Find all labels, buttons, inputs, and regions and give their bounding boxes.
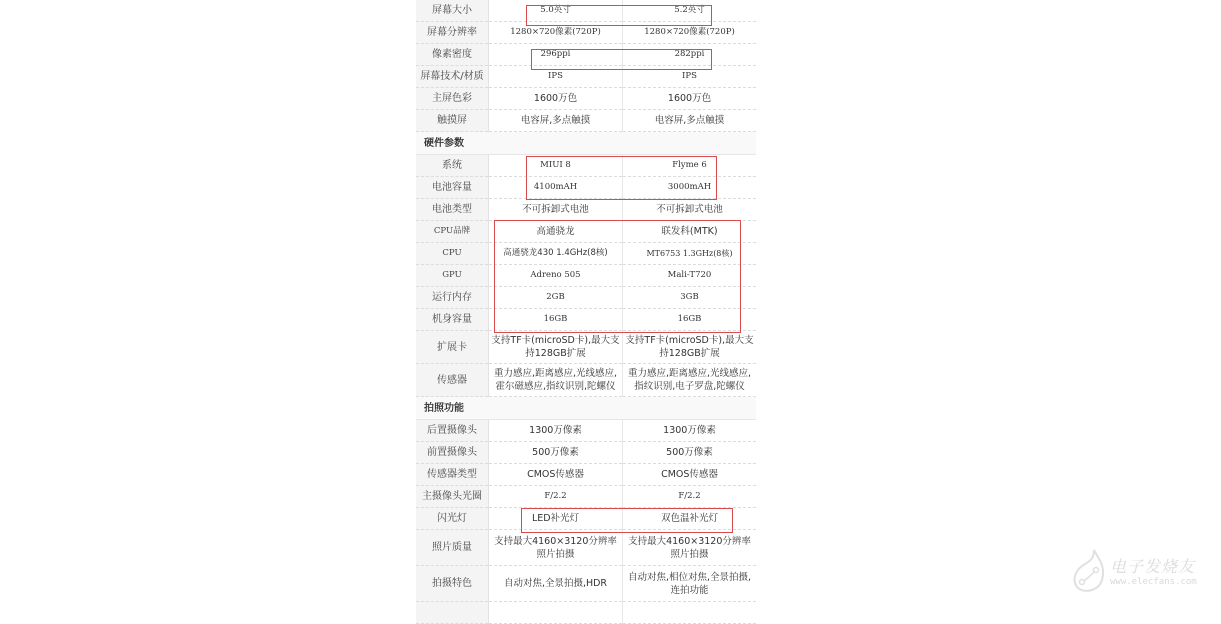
value-a: 自动对焦,全景拍摄,HDR — [489, 566, 623, 602]
table-row — [416, 309, 756, 331]
value-a: 5.0英寸 — [489, 0, 623, 22]
spec-comparison-table — [416, 0, 755, 624]
value-a: 高通骁龙 — [489, 221, 623, 243]
table-row — [416, 530, 756, 566]
value-b: 16GB — [623, 309, 757, 331]
value-a: 16GB — [489, 309, 623, 331]
section-title: 拍照功能 — [416, 397, 756, 420]
row-label: 屏幕技术/材质 — [416, 66, 489, 88]
table-row — [416, 155, 756, 177]
value-a: 296ppi — [489, 44, 623, 66]
value-a: Adreno 505 — [489, 265, 623, 287]
section-title: 硬件参数 — [416, 132, 756, 155]
value-b: 联发科(MTK) — [623, 221, 757, 243]
value-b: 500万像素 — [623, 442, 757, 464]
row-label: 主摄像头光圈 — [416, 486, 489, 508]
table-row — [416, 0, 756, 22]
value-a: 不可拆卸式电池 — [489, 199, 623, 221]
row-label: 屏幕大小 — [416, 0, 489, 22]
value-a: 1280×720像素(720P) — [489, 22, 623, 44]
table-row — [416, 486, 756, 508]
table-row — [416, 364, 756, 397]
leaf-circuit-logo-icon — [1072, 548, 1108, 596]
table-row — [416, 221, 756, 243]
value-a: IPS — [489, 66, 623, 88]
value-b: 1280×720像素(720P) — [623, 22, 757, 44]
value-b — [623, 602, 757, 624]
value-a — [489, 602, 623, 624]
value-b: 1300万像素 — [623, 420, 757, 442]
value-b: 自动对焦,相位对焦,全景拍摄,连拍功能 — [623, 566, 757, 602]
row-label: CPU品牌 — [416, 221, 489, 243]
value-b: 3000mAH — [623, 177, 757, 199]
row-label: 主屏色彩 — [416, 88, 489, 110]
value-b: IPS — [623, 66, 757, 88]
table-row — [416, 442, 756, 464]
row-label: 像素密度 — [416, 44, 489, 66]
value-a: LED补光灯 — [489, 508, 623, 530]
value-b: 3GB — [623, 287, 757, 309]
value-a: 重力感应,距离感应,光线感应,霍尔磁感应,指纹识别,陀螺仪 — [489, 364, 623, 397]
value-b: 282ppi — [623, 44, 757, 66]
value-a: 支持TF卡(microSD卡),最大支持128GB扩展 — [489, 331, 623, 364]
row-label: CPU — [416, 243, 489, 265]
value-b: 电容屏,多点触摸 — [623, 110, 757, 132]
watermark-title: 电子发烧友 — [1110, 557, 1196, 576]
value-b: Mali-T720 — [623, 265, 757, 287]
value-a: 电容屏,多点触摸 — [489, 110, 623, 132]
row-label: 系统 — [416, 155, 489, 177]
value-a: 高通骁龙430 1.4GHz(8核) — [489, 243, 623, 265]
row-label: 触摸屏 — [416, 110, 489, 132]
row-label: 后置摄像头 — [416, 420, 489, 442]
row-label: 扩展卡 — [416, 331, 489, 364]
table-row — [416, 177, 756, 199]
table-row — [416, 508, 756, 530]
watermark — [1072, 548, 1217, 598]
section-header-camera — [416, 397, 756, 420]
table-row-empty — [416, 602, 756, 624]
value-b: CMOS传感器 — [623, 464, 757, 486]
section-header-hardware — [416, 132, 756, 155]
value-a: 2GB — [489, 287, 623, 309]
row-label: 闪光灯 — [416, 508, 489, 530]
table-row — [416, 566, 756, 602]
table-row — [416, 464, 756, 486]
value-a: 4100mAH — [489, 177, 623, 199]
row-label: GPU — [416, 265, 489, 287]
value-b: 双色温补光灯 — [623, 508, 757, 530]
value-a: F/2.2 — [489, 486, 623, 508]
value-b: Flyme 6 — [623, 155, 757, 177]
value-a: CMOS传感器 — [489, 464, 623, 486]
row-label: 电池类型 — [416, 199, 489, 221]
row-label: 前置摄像头 — [416, 442, 489, 464]
value-b: F/2.2 — [623, 486, 757, 508]
row-label: 屏幕分辨率 — [416, 22, 489, 44]
value-b: 1600万色 — [623, 88, 757, 110]
table-row — [416, 265, 756, 287]
value-a: 1600万色 — [489, 88, 623, 110]
table-row — [416, 199, 756, 221]
value-b: 不可拆卸式电池 — [623, 199, 757, 221]
table-row — [416, 110, 756, 132]
table-row — [416, 420, 756, 442]
value-b: 重力感应,距离感应,光线感应,指纹识别,电子罗盘,陀螺仪 — [623, 364, 757, 397]
table-row — [416, 287, 756, 309]
value-b: 支持最大4160×3120分辨率照片拍摄 — [623, 530, 757, 566]
row-label: 电池容量 — [416, 177, 489, 199]
table-row — [416, 88, 756, 110]
value-a: 500万像素 — [489, 442, 623, 464]
row-label: 拍摄特色 — [416, 566, 489, 602]
value-a: 1300万像素 — [489, 420, 623, 442]
value-a: MIUI 8 — [489, 155, 623, 177]
row-label — [416, 602, 489, 624]
value-b: 支持TF卡(microSD卡),最大支持128GB扩展 — [623, 331, 757, 364]
table-row — [416, 243, 756, 265]
table-row — [416, 44, 756, 66]
row-label: 传感器 — [416, 364, 489, 397]
value-b: MT6753 1.3GHz(8核) — [623, 243, 757, 265]
row-label: 运行内存 — [416, 287, 489, 309]
watermark-url: www.elecfans.com — [1110, 577, 1197, 587]
row-label: 照片质量 — [416, 530, 489, 566]
value-a: 支持最大4160×3120分辨率照片拍摄 — [489, 530, 623, 566]
table-row — [416, 22, 756, 44]
table-row — [416, 66, 756, 88]
row-label: 机身容量 — [416, 309, 489, 331]
table-row — [416, 331, 756, 364]
row-label: 传感器类型 — [416, 464, 489, 486]
value-b: 5.2英寸 — [623, 0, 757, 22]
